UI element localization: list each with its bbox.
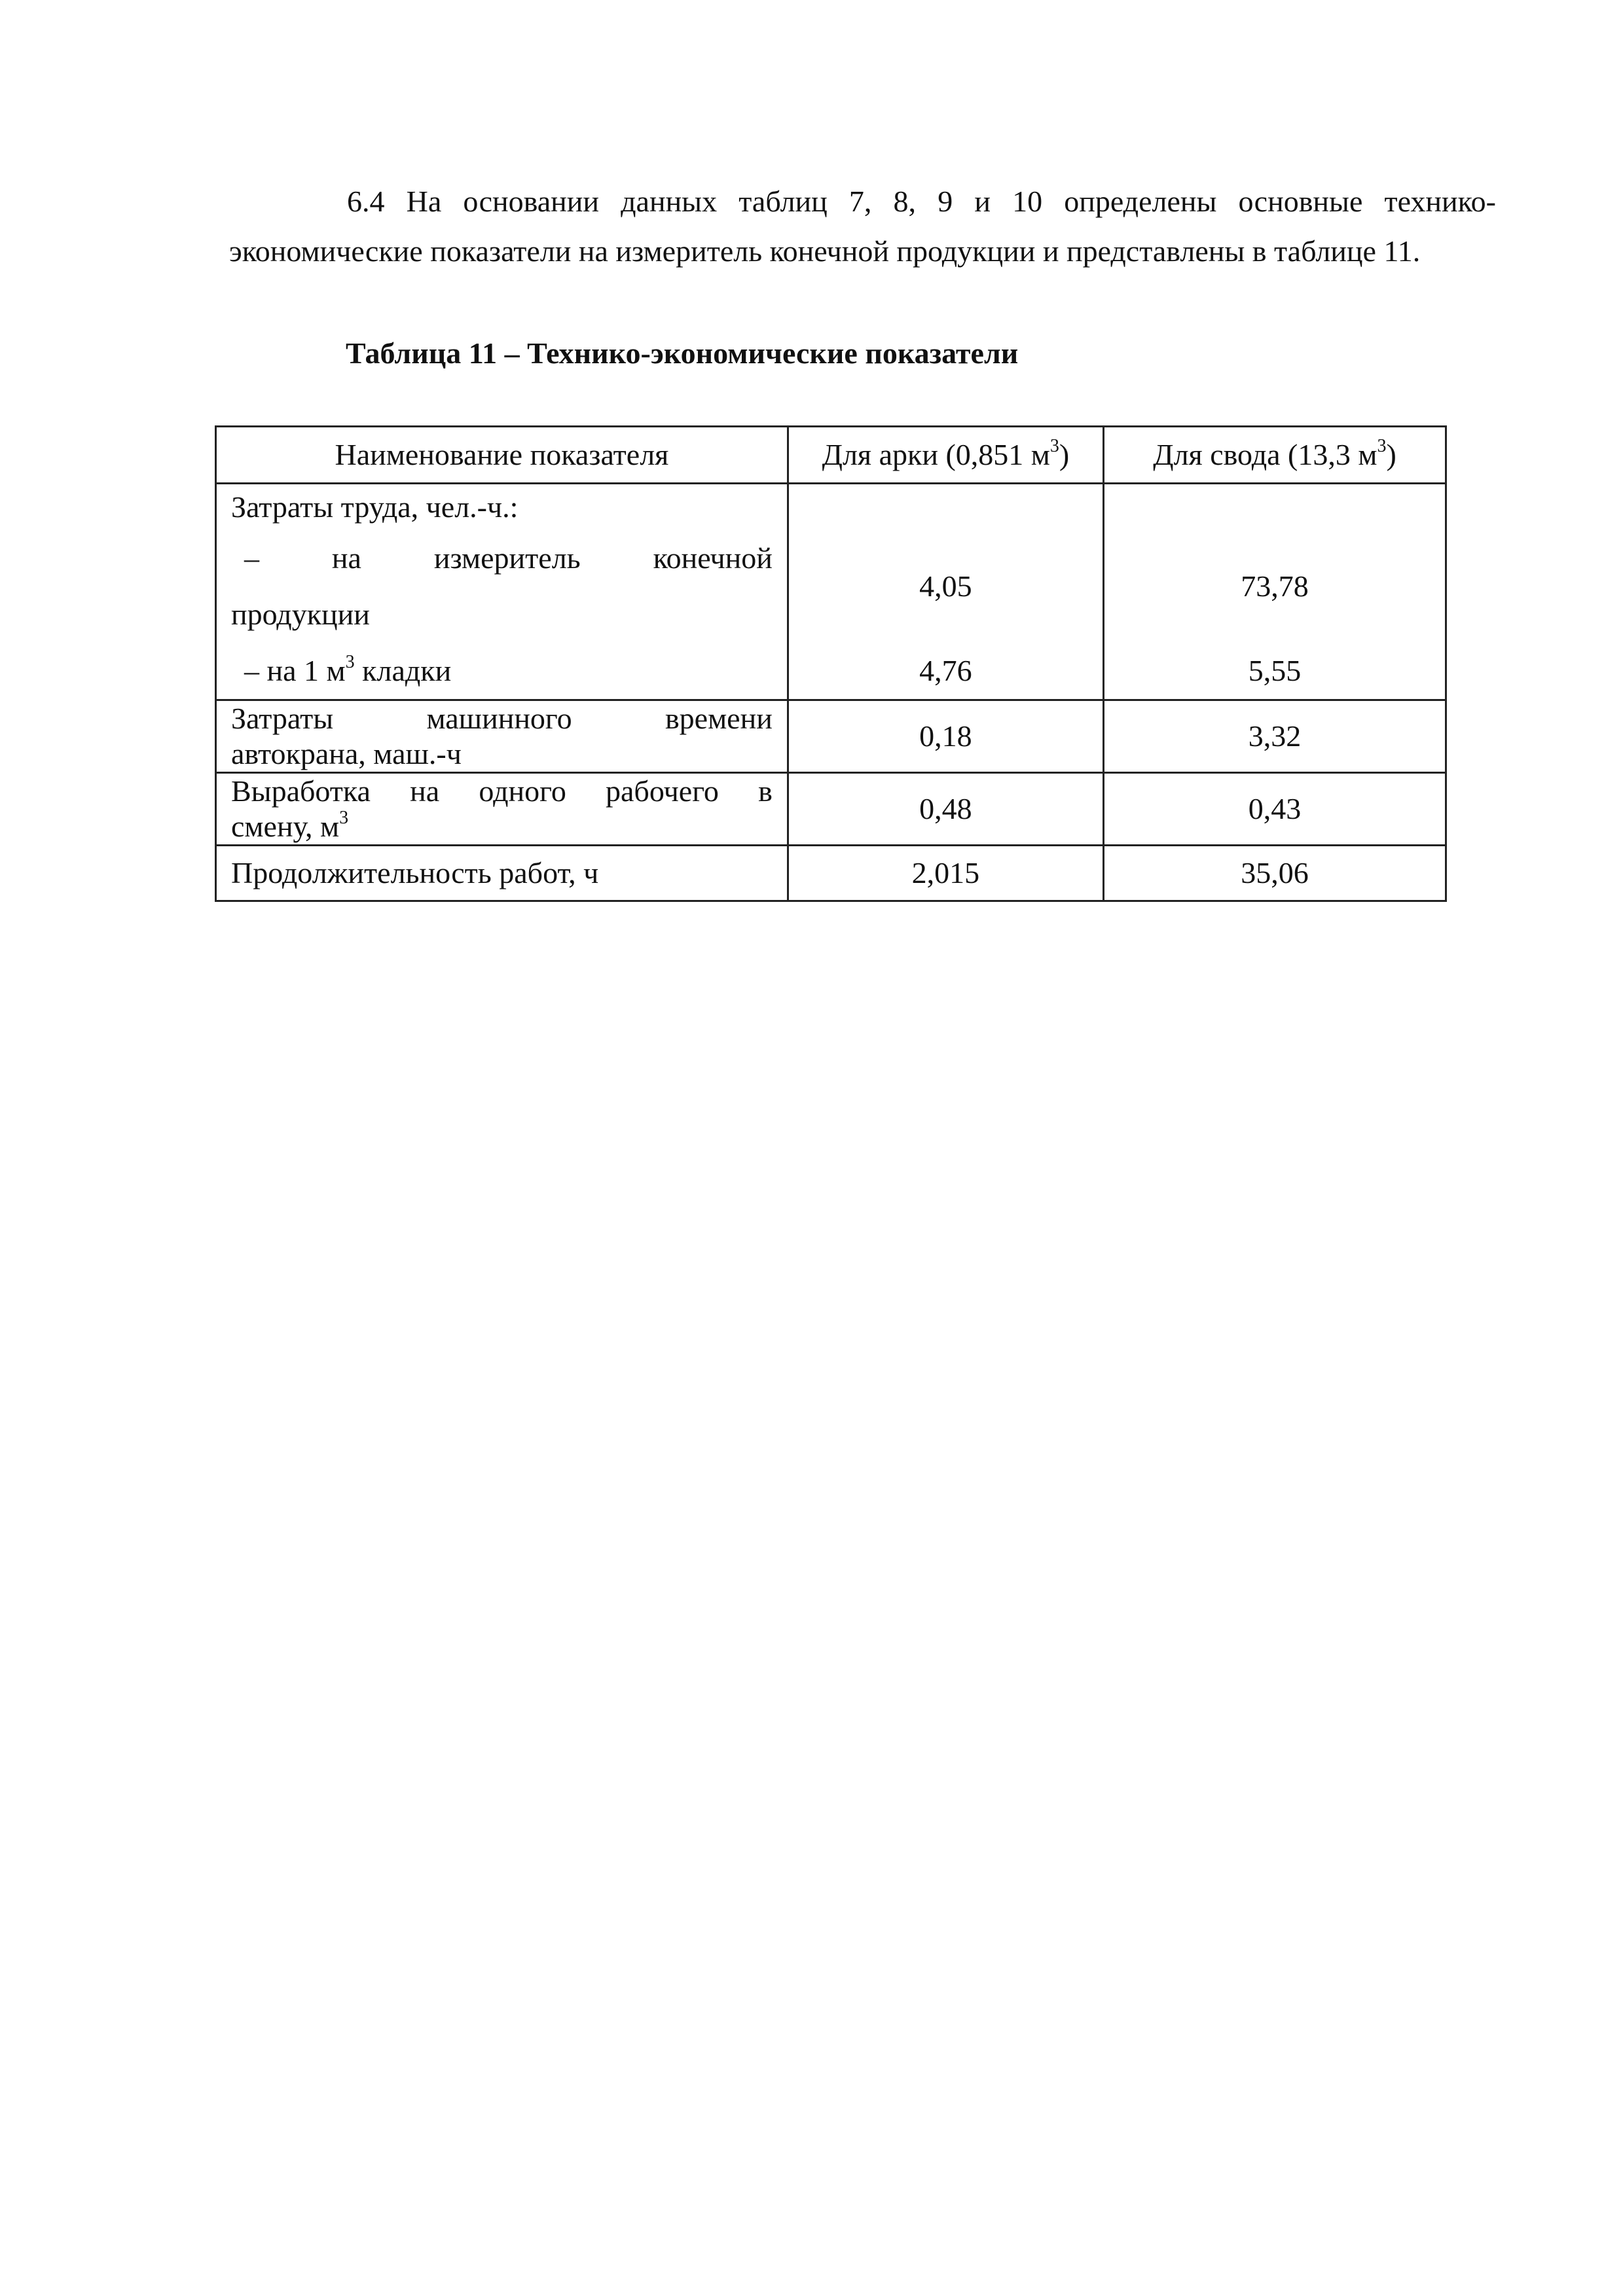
labor-item2-sup: 3 [345,652,355,672]
labor-arch-value-1: 4,05 [919,569,972,603]
table-header-row [216,427,1446,484]
table-row-duration [216,846,1446,901]
spacer [1119,484,1431,530]
header-vault-text: Для свода (13,3 м [1153,438,1377,471]
header-vault [1103,427,1446,484]
output-label-cell [216,773,788,846]
output-line2-sup: 3 [339,808,349,828]
labor-label-cell [216,484,788,700]
labor-item1-line1: – на измеритель конечной [244,541,773,575]
duration-arch-value: 2,015 [788,846,1103,901]
table-row-machine [216,700,1446,773]
output-label-line1: Выработка на одного рабочего в [231,774,773,808]
labor-item2-post: кладки [354,654,452,687]
labor-vault-stack [1119,484,1431,699]
header-vault-sup: 3 [1377,436,1387,456]
intro-paragraph: 6.4 На основании данных таблиц 7, 8, 9 и 10 определены основные технико-экономические показатели на измеритель конечной продукции и представлены в таблице 11. [229,185,1496,268]
output-line2-pre: смену, м [231,810,340,843]
header-arch-close: ) [1059,438,1070,471]
labor-vault-value-2: 5,55 [1248,654,1302,687]
output-label-line2 [231,809,773,844]
labor-arch-stack [803,484,1088,699]
labor-arch-value-2: 4,76 [919,654,972,687]
labor-title: Затраты труда, чел.-ч.: [231,490,519,524]
header-arch-sup: 3 [1049,436,1059,456]
table-row-labor [216,484,1446,700]
labor-item2 [231,643,773,699]
machine-vault-value: 3,32 [1103,700,1446,773]
labor-item1-line2: продукции [231,598,370,631]
output-arch-value: 0,48 [788,773,1103,846]
header-arch [788,427,1103,484]
machine-label-line2: автокрана, маш.-ч [231,737,462,770]
labor-vault-value-1: 73,78 [1241,569,1309,603]
header-arch-text: Для арки (0,851 м [822,438,1050,471]
machine-label-cell [216,700,788,773]
indicators-table [215,425,1447,902]
machine-arch-value: 0,18 [788,700,1103,773]
labor-item2-pre: – на 1 м [244,654,346,687]
duration-label: Продолжительность работ, ч [216,846,788,901]
spacer [803,484,1088,530]
header-name [216,427,788,484]
labor-vault-cell [1103,484,1446,700]
machine-label-line1: Затраты машинного времени [231,702,773,735]
duration-vault-value: 35,06 [1103,846,1446,901]
header-vault-close: ) [1386,438,1396,471]
labor-arch-cell [788,484,1103,700]
output-vault-value: 0,43 [1103,773,1446,846]
header-name-text: Наименование показателя [335,438,669,471]
table-row-output [216,773,1446,846]
table-caption: Таблица 11 – Технико-экономические показатели [346,336,1019,370]
